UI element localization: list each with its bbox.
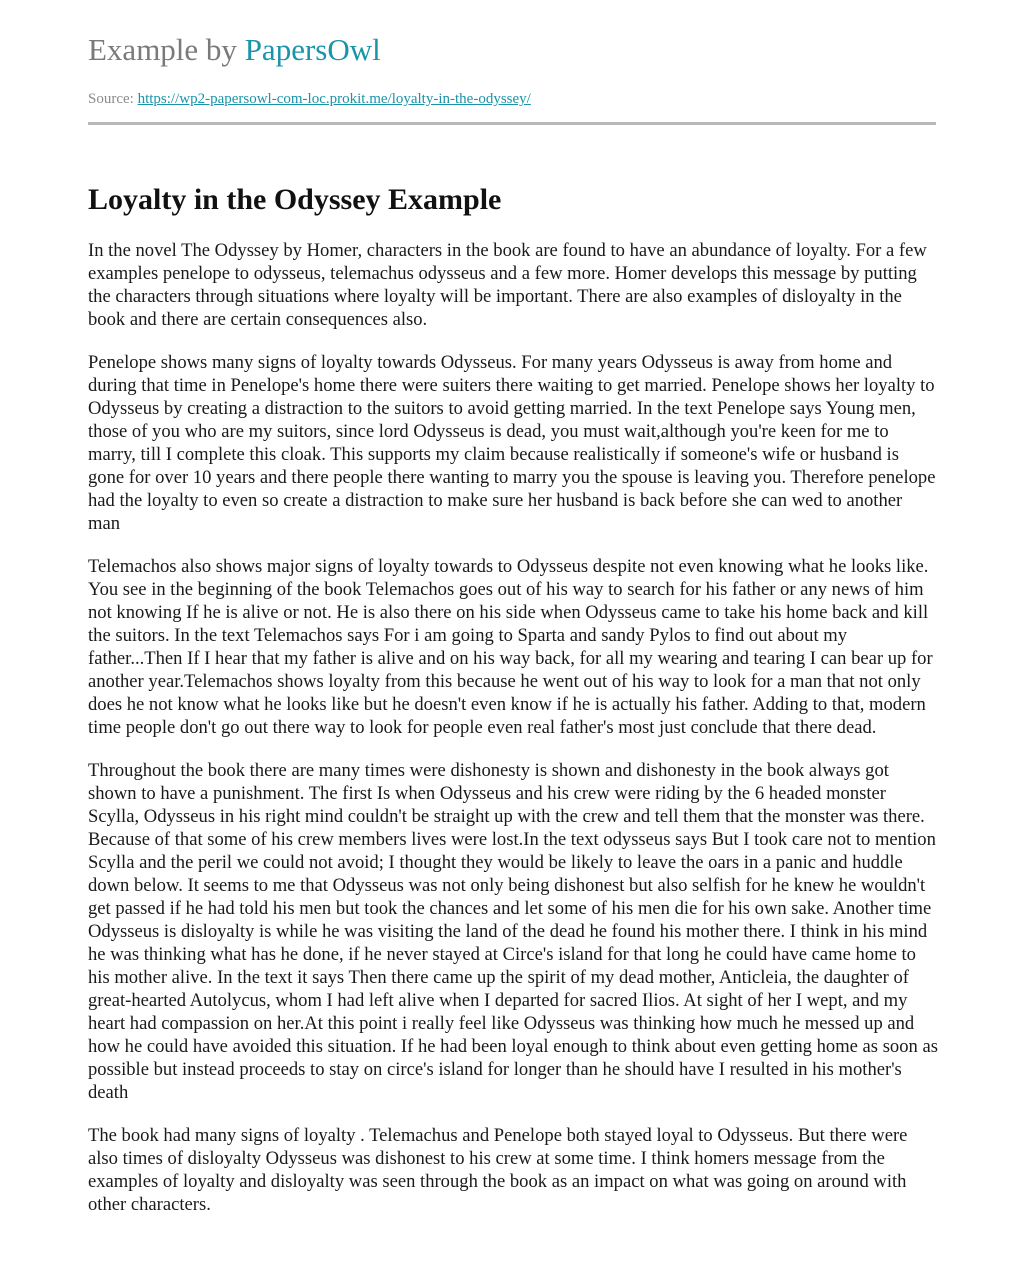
article-paragraph: Throughout the book there are many times were dishonesty is shown and dishonesty in the book always got shown to have a punishment. The first Is when Odysseus and his crew were riding by the 6 headed monster Scylla, Odysseus in his right mind couldn't be straight up with the crew and tell them that the monster was there. Because of that some of his crew members lives were lost.In the text odysseus says But I took care not to mention Scylla and the peril we could not avoid; I thought they would be likely to leave the oars in a panic and huddle down below. It seems to me that Odysseus was not only being dishonest but also selfish for he knew he wouldn't get passed if he had told his men but took the chances and let some of his men die for his own sake. Another time Odysseus is disloyalty is while he was visiting the land of the dead he found his mother there. I think in his mind he was thinking what has he done, if he never stayed at Circe's island for that long he could have came home to his mother alive. In the text it says Then there came up the spirit of my dead mother, Anticleia, the daughter of great-hearted Autolycus, whom I had left alive when I departed for sacred Ilios. At sight of her I wept, and my heart had compassion on her.At this point i really feel like Odysseus was thinking how much he messed up and how he could have avoided this situation. If he had been loyal enough to think about even getting home as soon as possible but instead proceeds to stay on circe's island for longer than he should have I resulted in his mother's death: [88, 760, 938, 1103]
article-paragraph: In the novel The Odyssey by Homer, characters in the book are found to have an abundance of loyalty. For a few examples penelope to odysseus, telemachus odysseus and a few more. Homer develops this message by putting the characters through situations where loyalty will be important. There are also examples of disloyalty in the book and there are certain consequences also.: [88, 240, 927, 330]
brand-name: PapersOwl: [244, 32, 381, 67]
article-title: Loyalty in the Odyssey Example: [88, 183, 502, 216]
source-label: Source:: [88, 91, 138, 107]
brand-prefix: Example by: [88, 32, 245, 67]
brand-header: [88, 30, 381, 70]
article-paragraph: Penelope shows many signs of loyalty towards Odysseus. For many years Odysseus is away from home and during that time in Penelope's home there were suiters there waiting to get married. Penelope shows her loyalty to Odysseus by creating a distraction to the suitors to avoid getting married. In the text Penelope says Young men, those of you who are my suitors, since lord Odysseus is dead, you must wait,although you're keen for me to marry, till I complete this cloak. This supports my claim because realistically if someone's wife or husband is gone for over 10 years and there people there wanting to marry you the spouse is leaving you. Therefore penelope had the loyalty to even so create a distraction to make sure her husband is back before she can wed to another man: [88, 352, 936, 534]
source-link[interactable]: https://wp2-papersowl-com-loc.prokit.me/loyalty-in-the-odyssey/: [137, 91, 531, 107]
article-paragraph: The book had many signs of loyalty . Telemachus and Penelope both stayed loyal to Odysseus. But there were also times of disloyalty Odysseus was dishonest to his crew at some time. I think homers message from the examples of loyalty and disloyalty was seen through the book as an impact on what was going on around with other characters.: [88, 1125, 908, 1215]
source-line: [88, 89, 531, 109]
article-body: [88, 239, 938, 1236]
header-divider: [88, 122, 936, 125]
article-paragraph: Telemachos also shows major signs of loyalty towards to Odysseus despite not even knowing what he looks like. You see in the beginning of the book Telemachos goes out of his way to search for his father or any news of him not knowing If he is alive or not. He is also there on his side when Odysseus came to take his home back and kill the suitors. In the text Telemachos says For i am going to Sparta and sandy Pylos to find out about my father...Then If I hear that my father is alive and on his way back, for all my wearing and tearing I can bear up for another year.Telemachos shows loyalty from this because he went out of his way to look for a man that not only does he not know what he looks like but he doesn't even know if he is actually his father. Adding to that, modern time people don't go out there way to look for people even real father's most just conclude that there dead.: [88, 556, 933, 738]
